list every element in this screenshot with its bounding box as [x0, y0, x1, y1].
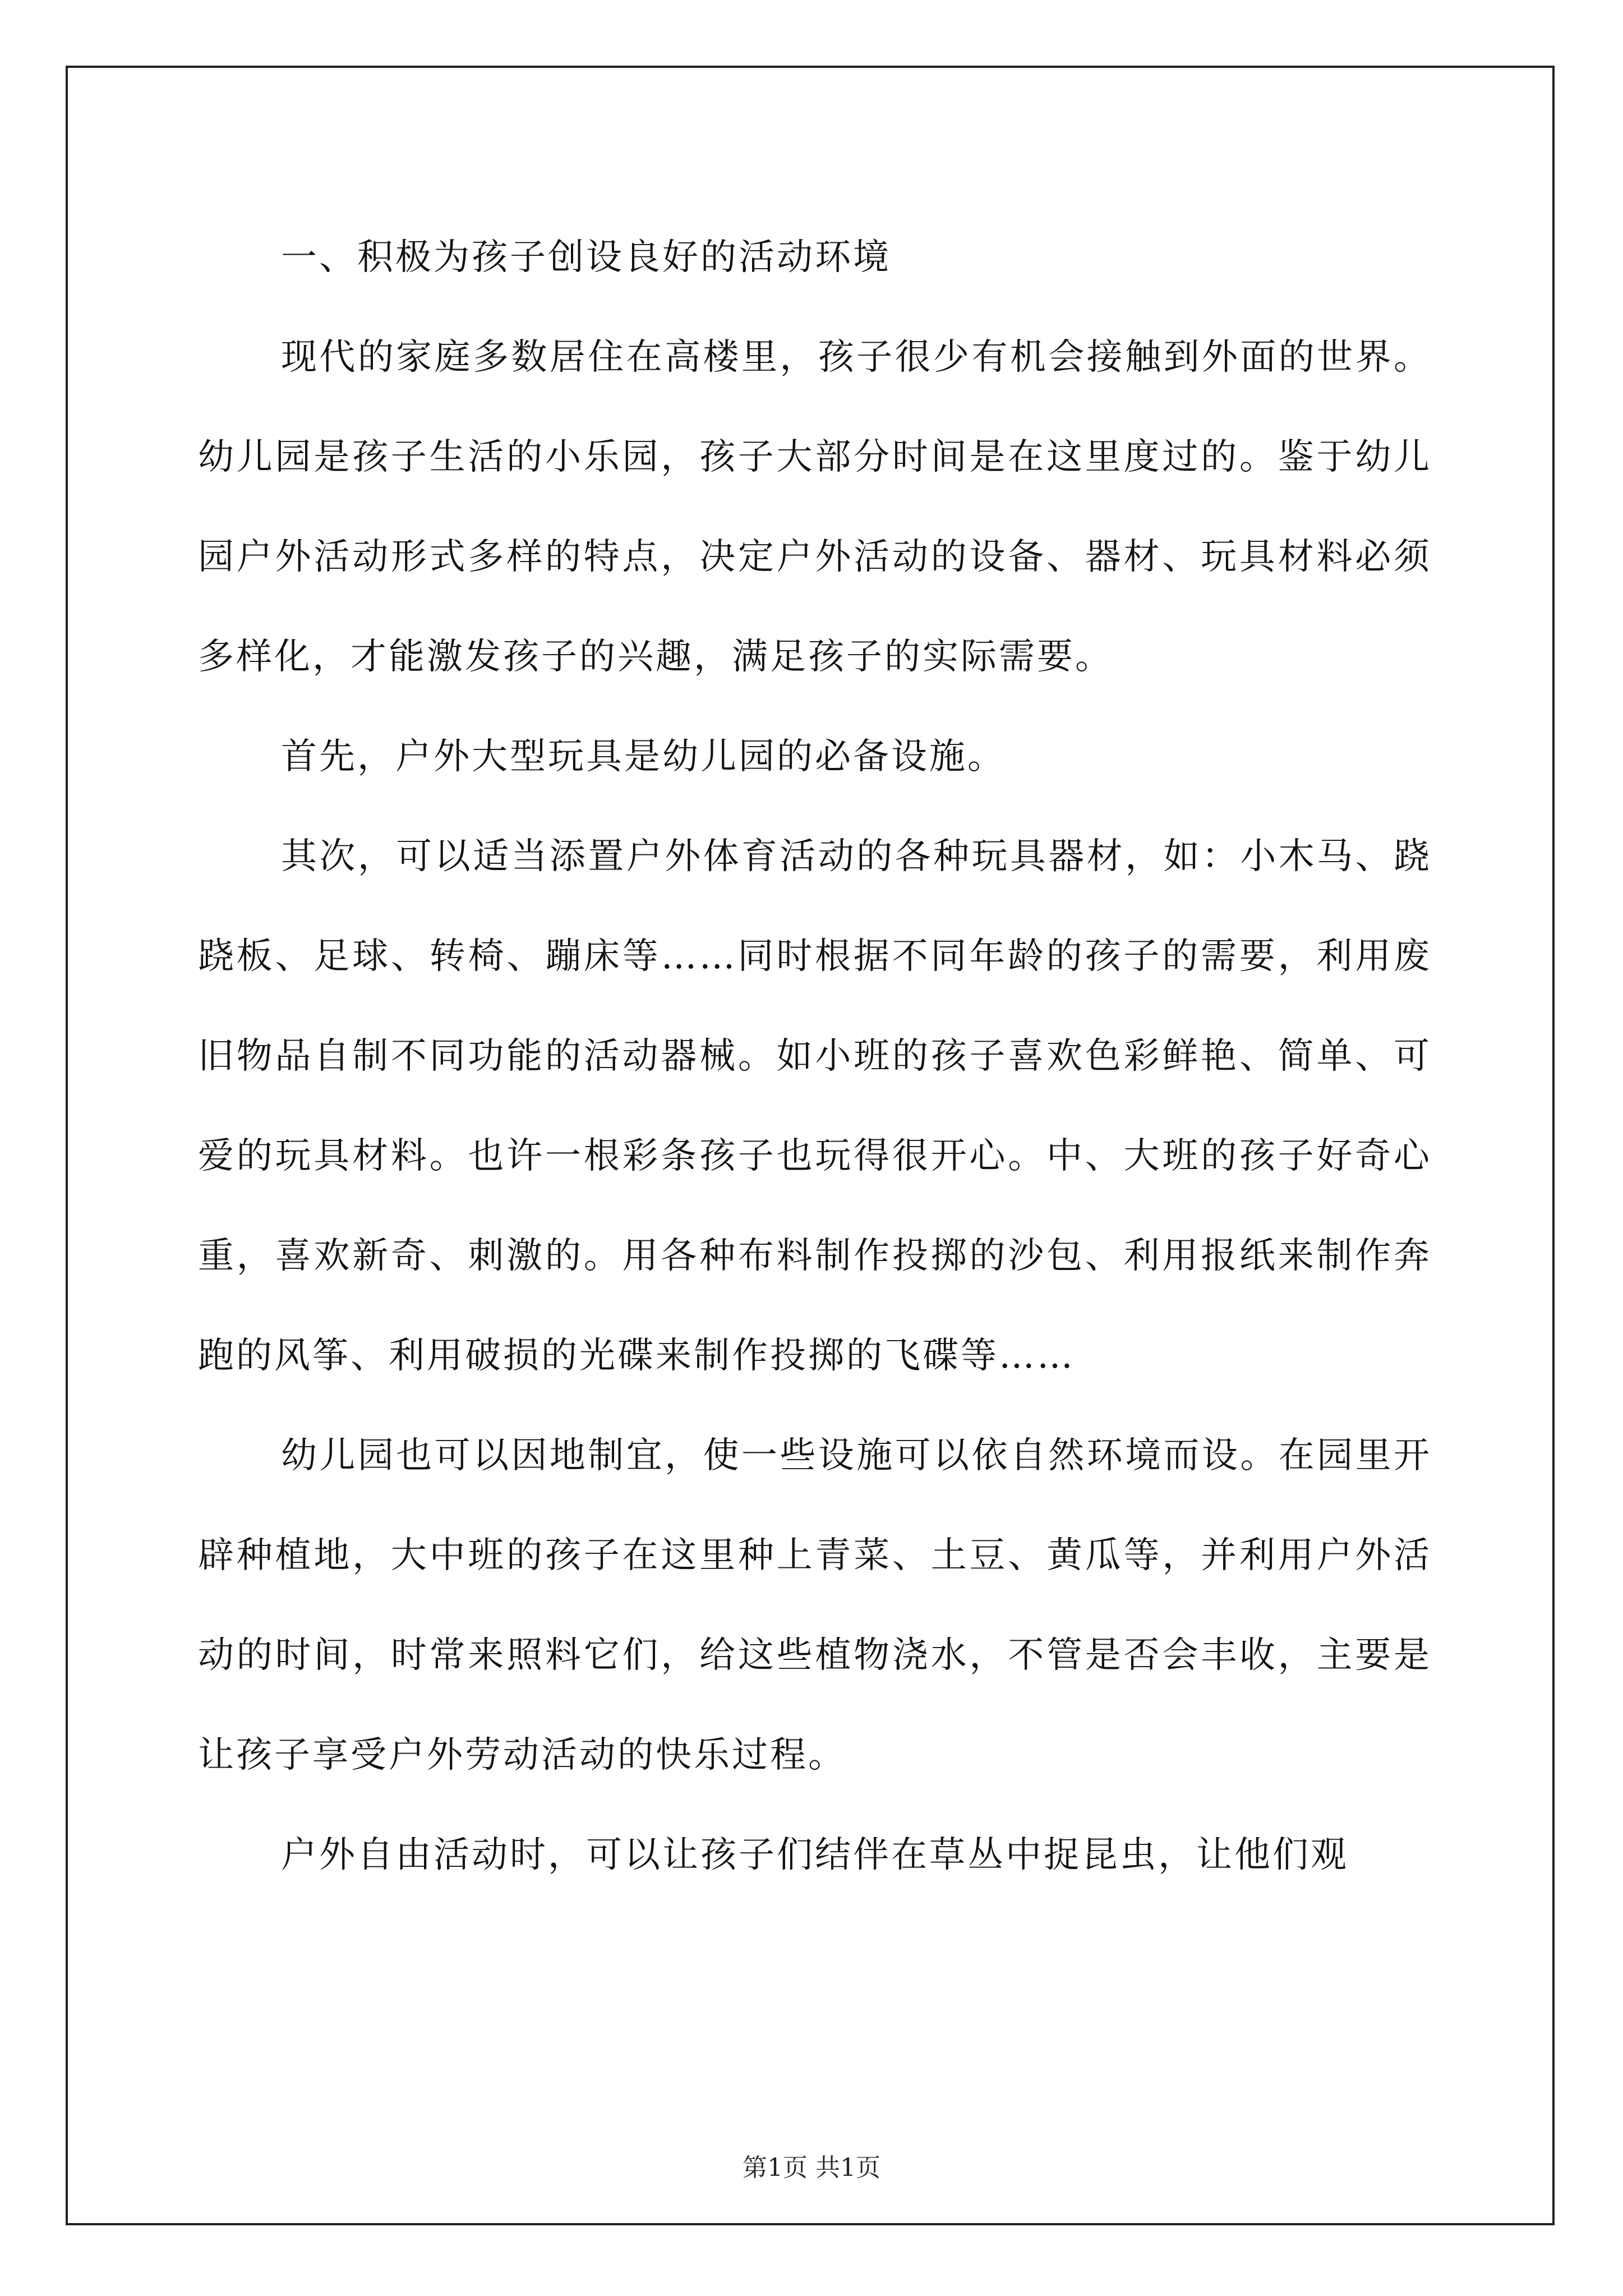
page-footer: 第1页 共1页: [743, 2154, 880, 2182]
paragraph-3: 其次，可以适当添置户外体育活动的各种玩具器材，如：小木马、跷跷板、足球、转椅、蹦床等……同时根据不同年龄的孩子的需要，利用废旧物品自制不同功能的活动器械。如小班的孩子喜欢色彩鲜艳、简单、可爱的玩具材料。也许一根彩条孩子也玩得很开心。中、大班的孩子好奇心重，喜欢新奇、刺激的。用各种布料制作投掷的沙包、利用报纸来制作奔跑的风筝、利用破损的光碟来制作投掷的飞碟等……: [198, 836, 1432, 1377]
paragraph-2: 首先，户外大型玩具是幼儿园的必备设施。: [281, 736, 1006, 777]
section-heading: 一、积极为孩子创设良好的活动环境: [281, 237, 891, 278]
paragraph-5: 户外自由活动时，可以让孩子们结伴在草丛中捉昆虫，让他们观: [281, 1834, 1349, 1876]
paragraph-1: 现代的家庭多数居住在高楼里，孩子很少有机会接触到外面的世界。幼儿园是孩子生活的小乐园，孩子大部分时间是在这里度过的。鉴于幼儿园户外活动形式多样的特点，决定户外活动的设备、器材、玩具材料必须多样化，才能激发孩子的兴趣，满足孩子的实际需要。: [198, 337, 1432, 678]
paragraph-4: 幼儿园也可以因地制宜，使一些设施可以依自然环境而设。在园里开辟种植地，大中班的孩子在这里种上青菜、土豆、黄瓜等，并利用户外活动的时间，时常来照料它们，给这些植物浇水，不管是否会丰收，主要是让孩子享受户外劳动活动的快乐过程。: [198, 1435, 1432, 1776]
document-body: [198, 208, 1432, 1905]
